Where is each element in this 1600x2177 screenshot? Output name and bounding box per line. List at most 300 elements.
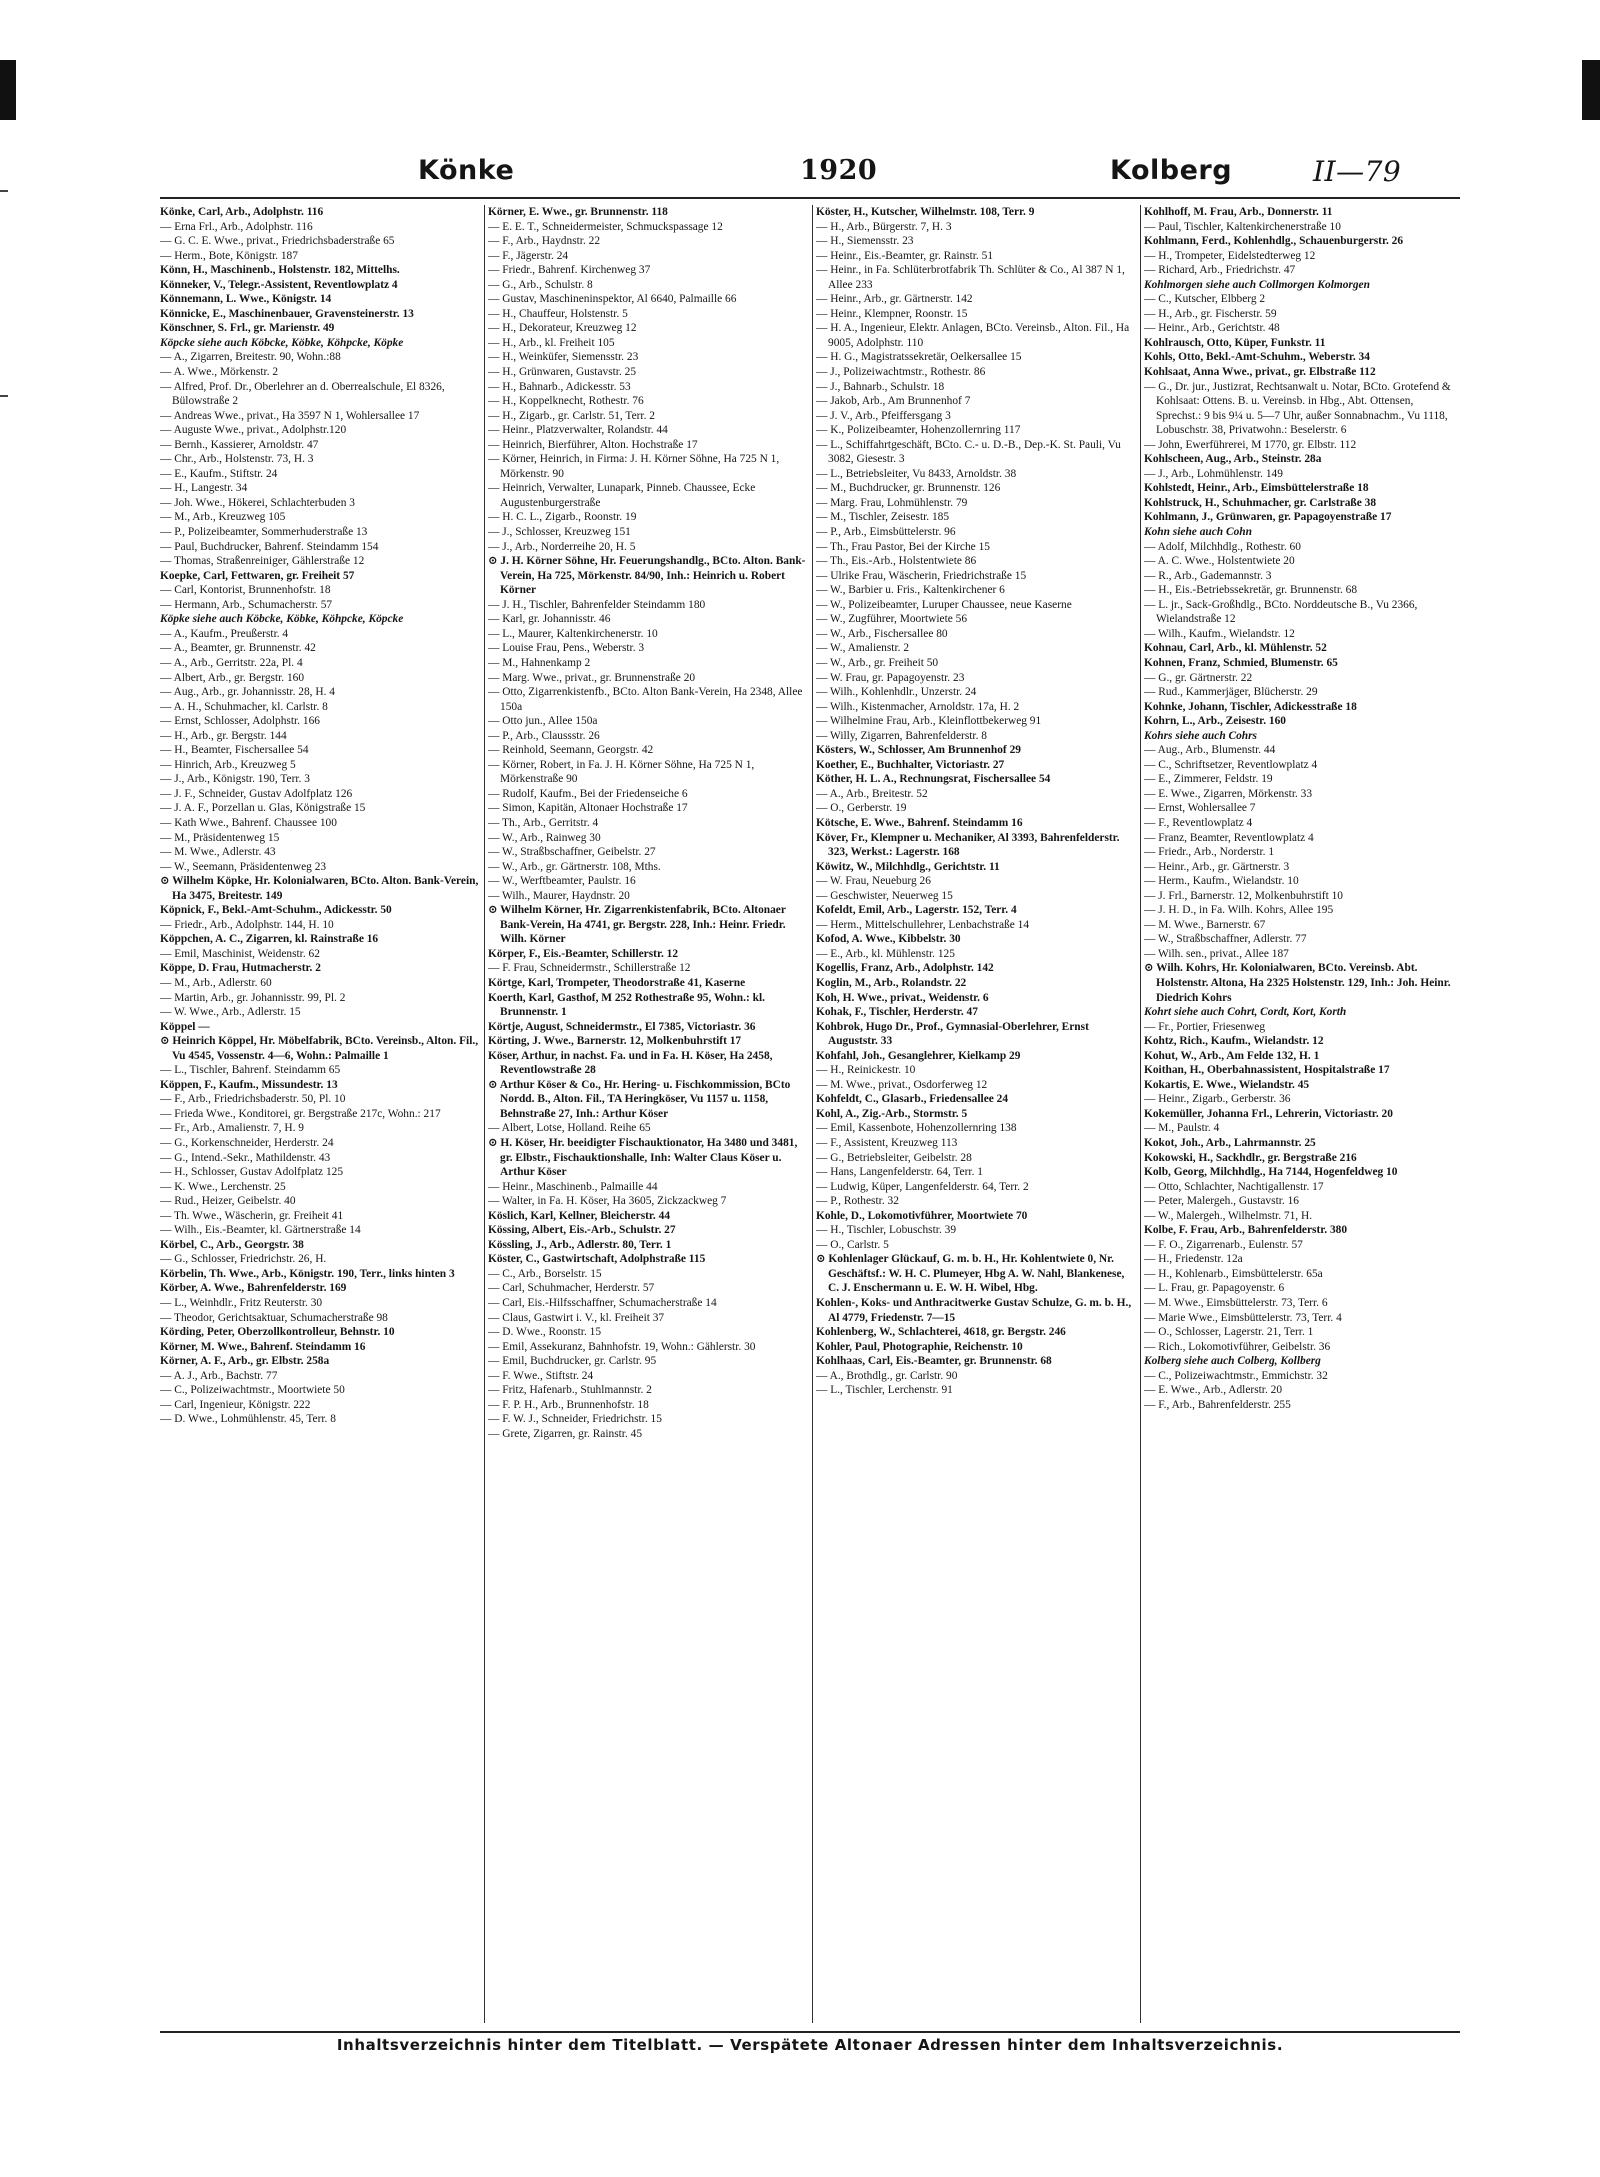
header-page-number: II—79 — [1313, 155, 1402, 188]
directory-entry: — Hermann, Arb., Schumacherstr. 57 — [160, 598, 333, 611]
header-rule — [160, 197, 1460, 199]
directory-entry: Kohrn, L., Arb., Zeisestr. 160 — [1144, 715, 1286, 728]
directory-entry: — A., Arb., Breitestr. 52 — [816, 787, 928, 800]
directory-entry: Körding, Peter, Oberzollkontrolleur, Behnstr. 10 — [160, 1326, 395, 1339]
directory-entry: — W., Polizeibeamter, Luruper Chaussee, neue Kaserne — [816, 598, 1072, 611]
directory-entry: — H., Langestr. 34 — [160, 482, 248, 495]
directory-entry: — Bernh., Kassierer, Arnoldstr. 47 — [160, 438, 319, 451]
directory-entry: Kogellis, Franz, Arb., Adolphstr. 142 — [816, 962, 994, 975]
directory-entry: — J., Schlosser, Kreuzweg 151 — [488, 526, 631, 539]
directory-entry: — Marg. Wwe., privat., gr. Brunnenstraße 20 — [488, 671, 696, 684]
directory-column-2 — [488, 205, 808, 2023]
scan-edge-tick — [0, 190, 8, 192]
directory-entry: — Carl, Eis.-Hilfsschaffner, Schumacherstraße 14 — [488, 1297, 717, 1310]
directory-entry: Kohak, F., Tischler, Herderstr. 47 — [816, 1006, 978, 1019]
directory-entry: Köther, H. L. A., Rechnungsrat, Fischersallee 54 — [816, 773, 1051, 786]
directory-entry: Kohlen-, Koks- und Anthracitwerke Gustav Schulze, G. m. b. H., Al 4779, Friedenstr. 7—15 — [816, 1297, 1132, 1324]
directory-entry: — Wilh., Kaufm., Wielandstr. 12 — [1144, 627, 1295, 640]
directory-entry: Kokot, Joh., Arb., Lahrmannstr. 25 — [1144, 1137, 1316, 1149]
directory-entry: — Theodor, Gerichtsaktuar, Schumacherstraße 98 — [160, 1311, 388, 1324]
directory-entry: Köwitz, W., Milchhdlg., Gerichtstr. 11 — [816, 860, 1000, 873]
directory-entry: — E., Arb., kl. Mühlenstr. 125 — [816, 947, 955, 960]
directory-entry: — W. Frau, gr. Papagoyenstr. 23 — [816, 671, 965, 684]
directory-entry: — Reinhold, Seemann, Georgstr. 42 — [488, 744, 654, 757]
directory-entry: Kohnke, Johann, Tischler, Adickesstraße 18 — [1144, 700, 1357, 713]
directory-entry: Körting, J. Wwe., Barnerstr. 12, Molkenbuhrstift 17 — [488, 1035, 742, 1048]
directory-entry: — Auguste Wwe., privat., Adolphstr.120 — [160, 424, 347, 437]
directory-entry: Kohls, Otto, Bekl.-Amt-Schuhm., Weberstr. 34 — [1144, 351, 1370, 364]
directory-entry: Körner, E. Wwe., gr. Brunnenstr. 118 — [488, 206, 668, 218]
directory-entry: — W., Arb., Fischersallee 80 — [816, 627, 948, 640]
column-divider — [484, 205, 485, 2023]
directory-entry: — A. Wwe., Mörkenstr. 2 — [160, 366, 279, 379]
directory-entry: — H., Weinküfer, Siemensstr. 23 — [488, 351, 639, 364]
directory-entry: — J. A. F., Porzellan u. Glas, Königstraße 15 — [160, 802, 366, 815]
directory-entry: — Rich., Lokomotivführer, Geibelstr. 36 — [1144, 1340, 1331, 1353]
directory-entry: Körber, A. Wwe., Bahrenfelderstr. 169 — [160, 1282, 347, 1295]
directory-entry: — P., Polizeibeamter, Sommerhuderstraße 13 — [160, 526, 368, 539]
directory-entry: — A. C. Wwe., Holstentwiete 20 — [1144, 555, 1295, 568]
directory-entry: — H., Kohlenarb., Eimsbüttelerstr. 65a — [1144, 1267, 1323, 1280]
directory-entry: — Karl, gr. Johannisstr. 46 — [488, 613, 611, 626]
directory-entry: — G., Intend.-Sekr., Mathildenstr. 43 — [160, 1151, 331, 1164]
directory-entry: — Chr., Arb., Holstenstr. 73, H. 3 — [160, 453, 314, 466]
directory-entry: Kokemüller, Johanna Frl., Lehrerin, Victoriastr. 20 — [1144, 1107, 1393, 1120]
column-divider — [812, 205, 813, 2023]
directory-entry: — G., Betriebsleiter, Geibelstr. 28 — [816, 1151, 972, 1164]
directory-entry: — A., Beamter, gr. Brunnenstr. 42 — [160, 642, 316, 655]
directory-entry: — H., Chauffeur, Holstenstr. 5 — [488, 307, 628, 320]
directory-entry: — Albert, Lotse, Holland. Reihe 65 — [488, 1122, 651, 1135]
directory-entry: Köpcke siehe auch Köbcke, Köbke, Köhpcke, Köpke — [160, 336, 404, 349]
directory-entry: — Albert, Arb., gr. Bergstr. 160 — [160, 671, 305, 684]
directory-entry: — Th., Arb., Gerritstr. 4 — [488, 816, 599, 829]
directory-entry: — Ernst, Schlosser, Adolphstr. 166 — [160, 715, 320, 728]
directory-entry: — G., gr. Gärtnerstr. 22 — [1144, 671, 1253, 684]
directory-entry: — W., Zugführer, Moortwiete 56 — [816, 613, 968, 626]
directory-entry: — L. jr., Sack-Großhdlg., BCto. Norddeutsche B., Vu 2366, Wielandstraße 12 — [1144, 598, 1418, 626]
directory-entry: — Richard, Arb., Friedrichstr. 47 — [1144, 264, 1296, 277]
directory-entry: — H., Koppelknecht, Rothestr. 76 — [488, 395, 644, 408]
directory-column-1 — [160, 205, 480, 2023]
header-year: 1920 — [800, 155, 878, 186]
directory-entry: — W., Arb., gr. Gärtnerstr. 108, Mths. — [488, 860, 661, 873]
directory-entry: — Heinr., Maschinenb., Palmaille 44 — [488, 1180, 658, 1193]
directory-entry: — Herm., Bote, Königstr. 187 — [160, 249, 298, 262]
directory-entry: — K., Polizeibeamter, Hohenzollernring 117 — [816, 424, 1021, 437]
directory-entry: — Fr., Arb., Amalienstr. 7, H. 9 — [160, 1122, 304, 1135]
directory-entry: — Walter, in Fa. H. Köser, Ha 3605, Zickzackweg 7 — [488, 1195, 727, 1208]
directory-entry: — John, Ewerführerei, M 1770, gr. Elbstr. 112 — [1144, 438, 1357, 451]
directory-entry: Köpnick, F., Bekl.-Amt-Schuhm., Adickesstr. 50 — [160, 904, 392, 917]
directory-entry: Kohut, W., Arb., Am Felde 132, H. 1 — [1144, 1049, 1320, 1062]
directory-entry: — W., Barbier u. Fris., Kaltenkirchener 6 — [816, 584, 1005, 597]
directory-entry: — F., Arb., Bahrenfelderstr. 255 — [1144, 1398, 1291, 1411]
directory-entry: — J. F., Schneider, Gustav Adolfplatz 126 — [160, 787, 353, 800]
directory-entry: Kolbe, F. Frau, Arb., Bahrenfelderstr. 380 — [1144, 1224, 1348, 1237]
directory-entry: — D. Wwe., Lohmühlenstr. 45, Terr. 8 — [160, 1413, 336, 1426]
directory-entry: — Wilh., Maurer, Haydnstr. 20 — [488, 889, 630, 902]
directory-entry: — Rud., Kammerjäger, Blücherstr. 29 — [1144, 686, 1318, 699]
header-first-entry: Könke — [418, 155, 515, 186]
directory-entry: — W. Wwe., Arb., Adlerstr. 15 — [160, 1006, 301, 1019]
directory-entry: Kohlenberg, W., Schlachterei, 4618, gr. Bergstr. 246 — [816, 1326, 1066, 1339]
directory-entry: — E. Wwe., Arb., Adlerstr. 20 — [1144, 1384, 1283, 1397]
directory-entry: — G., Korkenschneider, Herderstr. 24 — [160, 1137, 334, 1149]
directory-entry: — W., Seemann, Präsidentenweg 23 — [160, 860, 327, 873]
directory-entry: Kokartis, E. Wwe., Wielandstr. 45 — [1144, 1078, 1310, 1091]
directory-entry: Köppe, D. Frau, Hutmacherstr. 2 — [160, 962, 321, 975]
directory-entry: — Louise Frau, Pens., Weberstr. 3 — [488, 642, 645, 655]
directory-entry: Köster, C., Gastwirtschaft, Adolphstraße 115 — [488, 1253, 706, 1266]
directory-entry: Kohrs siehe auch Cohrs — [1144, 729, 1257, 742]
directory-entry: Könnicke, E., Maschinenbauer, Gravensteinerstr. 13 — [160, 307, 414, 320]
directory-entry: ⊙ Wilhelm Körner, Hr. Zigarrenkistenfabrik, BCto. Altonaer Bank-Verein, Ha 4741, gr. Bergstr. 228, Inh.: Heinr. Friedr. Wilh. Körner — [488, 904, 786, 946]
directory-entry: — W. Frau, Neueburg 26 — [816, 875, 931, 888]
directory-entry: Kohler, Paul, Photographie, Reichenstr. 10 — [816, 1340, 1023, 1353]
directory-entry: — A., Zigarren, Breitestr. 90, Wohn.:88 — [160, 351, 341, 364]
directory-entry: — O., Carlstr. 5 — [816, 1238, 889, 1251]
directory-entry: Kohn siehe auch Cohn — [1144, 526, 1252, 539]
directory-entry: — Heinr., Arb., gr. Gärtnerstr. 3 — [1144, 860, 1290, 873]
directory-entry: Kohlstruck, H., Schuhmacher, gr. Carlstraße 38 — [1144, 496, 1377, 509]
directory-entry: — G., Arb., Schulstr. 8 — [488, 278, 593, 291]
directory-entry: Kössing, Albert, Eis.-Arb., Schulstr. 27 — [488, 1224, 676, 1237]
directory-entry: — Friedr., Arb., Adolphstr. 144, H. 10 — [160, 918, 334, 931]
directory-entry: Kolb, Georg, Milchhdlg., Ha 7144, Hogenfeldweg 10 — [1144, 1166, 1398, 1179]
directory-entry: — Fr., Portier, Friesenweg — [1144, 1020, 1266, 1033]
directory-entry: — H., Eis.-Betriebssekretär, gr. Brunnenstr. 68 — [1144, 584, 1358, 597]
directory-entry: — Martin, Arb., gr. Johannisstr. 99, Pl. 2 — [160, 991, 346, 1004]
directory-entry: — J., Arb., Lohmühlenstr. 149 — [1144, 467, 1283, 480]
directory-entry: Kohlmann, Ferd., Kohlenhdlg., Schauenburgerstr. 26 — [1144, 235, 1404, 248]
directory-entry: — W., Arb., Rainweg 30 — [488, 831, 601, 844]
directory-entry: — W., Werftbeamter, Paulstr. 16 — [488, 875, 636, 888]
directory-entry: Könnemann, L. Wwe., Königstr. 14 — [160, 293, 332, 306]
directory-entry: — F., Assistent, Kreuzweg 113 — [816, 1137, 958, 1149]
directory-entry: — Fritz, Hafenarb., Stuhlmannstr. 2 — [488, 1384, 652, 1397]
directory-entry: Körner, M. Wwe., Bahrenf. Steindamm 16 — [160, 1340, 366, 1353]
directory-entry: Körtge, Karl, Trompeter, Theodorstraße 41, Kaserne — [488, 976, 746, 989]
directory-entry: — Wilhelmine Frau, Arb., Kleinflottbekerweg 91 — [816, 715, 1042, 728]
directory-entry: — Carl, Kontorist, Brunnenhofstr. 18 — [160, 584, 331, 597]
scan-edge-mark-right — [1582, 60, 1600, 120]
directory-entry: Könke, Carl, Arb., Adolphstr. 116 — [160, 206, 324, 218]
directory-entry: — F. W. J., Schneider, Friedrichstr. 15 — [488, 1413, 662, 1426]
directory-entry: — P., Arb., Claussstr. 26 — [488, 729, 600, 742]
directory-entry: — H., Zigarb., gr. Carlstr. 51, Terr. 2 — [488, 409, 655, 422]
directory-entry: Kokowski, H., Sackhdlr., gr. Bergstraße 216 — [1144, 1151, 1357, 1164]
directory-entry: Köppen, F., Kaufm., Missundestr. 13 — [160, 1078, 338, 1091]
directory-entry: Köster, H., Kutscher, Wilhelmstr. 108, Terr. 9 — [816, 206, 1035, 218]
directory-entry: ⊙ Heinrich Köppel, Hr. Möbelfabrik, BCto. Vereinsb., Alton. Fil., Vu 4545, Vossenstr. 4—6, Wohn.: Palmaille 1 — [160, 1035, 479, 1062]
directory-entry: — Heinr., Arb., gr. Gärtnerstr. 142 — [816, 293, 973, 306]
directory-entry: — M., Arb., Kreuzweg 105 — [160, 511, 286, 524]
directory-entry: — H., Trompeter, Eidelstedterweg 12 — [1144, 249, 1316, 262]
directory-entry: — M., Buchdrucker, gr. Brunnenstr. 126 — [816, 482, 1001, 495]
directory-entry: Kohbrok, Hugo Dr., Prof., Gymnasial-Oberlehrer, Ernst Auguststr. 33 — [816, 1020, 1089, 1048]
directory-entry: — O., Schlosser, Lagerstr. 21, Terr. 1 — [1144, 1326, 1314, 1339]
directory-entry: — Heinr., Platzverwalter, Rolandstr. 44 — [488, 424, 668, 437]
directory-entry: Kohle, D., Lokomotivführer, Moortwiete 70 — [816, 1209, 1028, 1222]
directory-entry: Kohnau, Carl, Arb., kl. Mühlenstr. 52 — [1144, 642, 1327, 655]
directory-entry: — F. Wwe., Stiftstr. 24 — [488, 1369, 594, 1382]
directory-entry: Kötsche, E. Wwe., Bahrenf. Steindamm 16 — [816, 816, 1023, 829]
directory-entry: — F. P. H., Arb., Brunnenhofstr. 18 — [488, 1398, 649, 1411]
directory-entry: — Th. Wwe., Wäscherin, gr. Freiheit 41 — [160, 1209, 344, 1222]
header-last-entry: Kolberg — [1110, 155, 1233, 186]
directory-entry: — G., Schlosser, Friedrichstr. 26, H. — [160, 1253, 327, 1266]
directory-entry: — Ludwig, Küper, Langenfelderstr. 64, Terr. 2 — [816, 1180, 1029, 1193]
directory-entry: — L., Tischler, Lerchenstr. 91 — [816, 1384, 953, 1397]
directory-entry: — O., Gerberstr. 19 — [816, 802, 907, 815]
directory-entry: — Marie Wwe., Eimsbüttelerstr. 73, Terr. 4 — [1144, 1311, 1342, 1324]
directory-entry: Körbel, C., Arb., Georgstr. 38 — [160, 1238, 304, 1251]
directory-entry: — Heinrich, Bierführer, Alton. Hochstraße 17 — [488, 438, 698, 451]
directory-entry: — M. Wwe., Adlerstr. 43 — [160, 846, 276, 859]
directory-entry: — M. Wwe., Barnerstr. 67 — [1144, 918, 1266, 931]
directory-entry: — H., Friedenstr. 12a — [1144, 1253, 1243, 1266]
directory-entry: — Herm., Kaufm., Wielandstr. 10 — [1144, 875, 1299, 888]
directory-entry: — J. H., Tischler, Bahrenfelder Steindamm 180 — [488, 598, 706, 611]
directory-entry: ⊙ J. H. Körner Söhne, Hr. Feuerungshandlg., BCto. Alton. Bank-Verein, Ha 725, Mörkenstr. 84/90, Inh.: Heinrich u. Robert Körner — [488, 555, 806, 597]
directory-entry: — E. E. T., Schneidermeister, Schmuckspassage 12 — [488, 220, 723, 233]
directory-entry: — J. Frl., Barnerstr. 12, Molkenbuhrstift 10 — [1144, 889, 1344, 902]
directory-entry: — Heinr., Klempner, Roonstr. 15 — [816, 307, 968, 320]
directory-entry: — K. Wwe., Lerchenstr. 25 — [160, 1180, 286, 1193]
directory-entry: — A., Brothdlg., gr. Carlstr. 90 — [816, 1369, 958, 1382]
directory-entry: — E. Wwe., Zigarren, Mörkenstr. 33 — [1144, 787, 1313, 800]
directory-entry: — L., Maurer, Kaltenkirchenerstr. 10 — [488, 627, 658, 640]
directory-entry: — A. H., Schuhmacher, kl. Carlstr. 8 — [160, 700, 328, 713]
directory-entry: — Frieda Wwe., Konditorei, gr. Bergstraße 217c, Wohn.: 217 — [160, 1107, 441, 1120]
directory-entry: Könschner, S. Frl., gr. Marienstr. 49 — [160, 322, 335, 335]
directory-entry: — Geschwister, Neuerweg 15 — [816, 889, 953, 902]
directory-entry: — H., Beamter, Fischersallee 54 — [160, 744, 309, 757]
directory-entry: — J., Arb., Königstr. 190, Terr. 3 — [160, 773, 310, 786]
directory-entry: Koh, H. Wwe., privat., Weidenstr. 6 — [816, 991, 989, 1004]
directory-entry: — C., Polizeiwachtmstr., Moortwiete 50 — [160, 1384, 345, 1397]
directory-entry: — Simon, Kapitän, Altonaer Hochstraße 17 — [488, 802, 688, 815]
directory-entry: — W., Malergeh., Wilhelmstr. 71, H. — [1144, 1209, 1313, 1222]
directory-entry: ⊙ Wilhelm Köpke, Hr. Kolonialwaren, BCto. Alton. Bank-Verein, Ha 3475, Breitestr. 149 — [160, 875, 479, 902]
directory-entry: — Herm., Mittelschullehrer, Lenbachstraße 14 — [816, 918, 1030, 931]
directory-entry: — Wilh., Kistenmacher, Arnoldstr. 17a, H. 2 — [816, 700, 1020, 713]
directory-entry: Köppchen, A. C., Zigarren, kl. Rainstraße 16 — [160, 933, 379, 946]
directory-entry: — C., Schriftsetzer, Reventlowplatz 4 — [1144, 758, 1318, 771]
directory-entry: — Heinr., Eis.-Beamter, gr. Rainstr. 51 — [816, 249, 994, 262]
directory-entry: Kohlmorgen siehe auch Collmorgen Kolmorgen — [1144, 278, 1370, 291]
directory-entry: — F., Arb., Friedrichsbaderstr. 50, Pl. 10 — [160, 1093, 346, 1106]
directory-entry: — M., Arb., Adlerstr. 60 — [160, 976, 272, 989]
directory-entry: Könneker, V., Telegr.-Assistent, Reventlowplatz 4 — [160, 278, 398, 291]
directory-entry: — C., Polizeiwachtmstr., Emmichstr. 32 — [1144, 1369, 1328, 1382]
directory-entry: — Emil, Kassenbote, Hohenzollernring 138 — [816, 1122, 1017, 1135]
directory-entry: — H. A., Ingenieur, Elektr. Anlagen, BCto. Vereinsb., Alton. Fil., Ha 9005, Adolphstr. 110 — [816, 322, 1130, 349]
directory-entry: — Grete, Zigarren, gr. Rainstr. 45 — [488, 1427, 643, 1440]
directory-entry: Kohlsaat, Anna Wwe., privat., gr. Elbstraße 112 — [1144, 366, 1376, 379]
directory-entry: — Wilh. sen., privat., Allee 187 — [1144, 947, 1289, 960]
directory-entry: — H., Arb., gr. Fischerstr. 59 — [1144, 307, 1277, 320]
directory-entry: — Heinrich, Verwalter, Lunapark, Pinneb. Chaussee, Ecke Augustenburgerstraße — [488, 482, 756, 509]
directory-entry: — Willy, Zigarren, Bahrenfelderstr. 8 — [816, 729, 987, 742]
directory-entry: — A., Kaufm., Preußerstr. 4 — [160, 627, 289, 640]
directory-entry: Koglin, M., Arb., Rolandstr. 22 — [816, 976, 967, 989]
directory-entry: — Paul, Buchdrucker, Bahrenf. Steindamm 154 — [160, 540, 379, 553]
directory-entry: — Marg. Frau, Lohmühlenstr. 79 — [816, 496, 968, 509]
directory-entry: Körper, F., Eis.-Beamter, Schillerstr. 12 — [488, 947, 679, 960]
directory-entry: — Alfred, Prof. Dr., Oberlehrer an d. Oberrealschule, El 8326, Bülowstraße 2 — [160, 380, 445, 408]
directory-entry: — G., Dr. jur., Justizrat, Rechtsanwalt u. Notar, BCto. Grotefend & Kohlsaat: Ottens. B. u. Vereinsb. in Hbg., Abt. Ottensen, Sprechst.: 9 bis 9¼ u. 5—7 Uhr, außer Sonnabnachm., Vu 1118, Lobuschstr. 38, Privatwohn.: Beselerstr. 6 — [1144, 380, 1451, 437]
directory-entry: — F. O., Zigarrenarb., Eulenstr. 57 — [1144, 1238, 1303, 1251]
directory-entry: Kofeldt, Emil, Arb., Lagerstr. 152, Terr. 4 — [816, 904, 1017, 917]
directory-column-4 — [1144, 205, 1460, 2023]
scan-edge-mark — [0, 60, 16, 120]
directory-entry: — Andreas Wwe., privat., Ha 3597 N 1, Wohlersallee 17 — [160, 409, 420, 422]
directory-entry: — M., Tischler, Zeisestr. 185 — [816, 511, 950, 524]
directory-entry: ⊙ Arthur Köser & Co., Hr. Hering- u. Fischkommission, BCto Nordd. B., Alton. Fil., TA Heringköser, Vu 1157 u. 1158, Behnstraße 27, Inh.: Arthur Köser — [488, 1078, 791, 1120]
directory-entry: — J., Arb., Norderreihe 20, H. 5 — [488, 540, 636, 553]
directory-entry: — F. Frau, Schneidermstr., Schillerstraße 12 — [488, 962, 691, 975]
directory-entry: — E., Zimmerer, Feldstr. 19 — [1144, 773, 1273, 786]
directory-entry: — Th., Eis.-Arb., Holstentwiete 86 — [816, 555, 977, 568]
directory-entry: — M., Präsidentenweg 15 — [160, 831, 280, 844]
directory-entry: Kohlhaas, Carl, Eis.-Beamter, gr. Brunnenstr. 68 — [816, 1355, 1052, 1368]
directory-entry: — Heinr., Zigarb., Gerberstr. 36 — [1144, 1093, 1291, 1106]
directory-entry: — Otto, Zigarrenkistenfb., BCto. Alton Bank-Verein, Ha 2348, Allee 150a — [488, 686, 803, 713]
directory-entry: — C., Arb., Borselstr. 15 — [488, 1267, 602, 1280]
directory-entry: Kohlmann, J., Grünwaren, gr. Papagoyenstraße 17 — [1144, 511, 1392, 524]
directory-entry: — C., Kutscher, Elbberg 2 — [1144, 293, 1266, 306]
directory-entry: — Gustav, Maschineninspektor, Al 6640, Palmaille 66 — [488, 293, 737, 306]
directory-entry: — Aug., Arb., Blumenstr. 44 — [1144, 744, 1276, 757]
directory-entry: — Claus, Gastwirt i. V., kl. Freiheit 37 — [488, 1311, 665, 1324]
directory-entry: — A. J., Arb., Bachstr. 77 — [160, 1369, 278, 1382]
directory-entry: — Körner, Robert, in Fa. J. H. Körner Söhne, Ha 725 N 1, Mörkenstraße 90 — [488, 758, 755, 786]
directory-entry: — Wilh., Eis.-Beamter, kl. Gärtnerstraße 14 — [160, 1224, 361, 1237]
directory-entry: Kohlhoff, M. Frau, Arb., Donnerstr. 11 — [1144, 206, 1333, 218]
directory-entry: — L., Tischler, Bahrenf. Steindamm 65 — [160, 1064, 341, 1077]
directory-entry: — R., Arb., Gademannstr. 3 — [1144, 569, 1272, 582]
directory-entry: — Friedr., Bahrenf. Kirchenweg 37 — [488, 264, 651, 277]
directory-entry: — Otto, Schlachter, Nachtigallenstr. 17 — [1144, 1180, 1324, 1193]
directory-entry: — H., Arb., kl. Freiheit 105 — [488, 336, 615, 349]
directory-entry: — Th., Frau Pastor, Bei der Kirche 15 — [816, 540, 990, 553]
directory-entry: — Joh. Wwe., Hökerei, Schlachterbuden 3 — [160, 496, 355, 509]
directory-entry: Köpke siehe auch Köbcke, Köbke, Köhpcke, Köpcke — [160, 613, 404, 626]
directory-entry: — H., Arb., gr. Bergstr. 144 — [160, 729, 287, 742]
directory-entry: — J. H. D., in Fa. Wilh. Kohrs, Allee 195 — [1144, 904, 1334, 917]
directory-entry: — M. Wwe., Eimsbüttelerstr. 73, Terr. 6 — [1144, 1297, 1328, 1310]
directory-entry: — Kath Wwe., Bahrenf. Chaussee 100 — [160, 816, 337, 829]
directory-entry: Kohrt siehe auch Cohrt, Cordt, Kort, Korth — [1144, 1006, 1347, 1019]
directory-entry: Koithan, H., Oberbahnassistent, Hospitalstraße 17 — [1144, 1064, 1390, 1077]
directory-entry: — J. V., Arb., Pfeiffersgang 3 — [816, 409, 951, 422]
column-divider — [1140, 205, 1141, 2023]
directory-entry: — H. C. L., Zigarb., Roonstr. 19 — [488, 511, 637, 524]
directory-columns — [160, 205, 1460, 2023]
directory-entry: — Adolf, Milchhdlg., Rothestr. 60 — [1144, 540, 1301, 553]
directory-entry: Köver, Fr., Klempner u. Mechaniker, Al 3393, Bahrenfelderstr. 323, Werkst.: Lagerstr. 168 — [816, 831, 1120, 859]
directory-entry: — W., Amalienstr. 2 — [816, 642, 910, 655]
directory-entry: Kofod, A. Wwe., Kibbelstr. 30 — [816, 933, 961, 946]
directory-entry: — A., Arb., Gerritstr. 22a, Pl. 4 — [160, 656, 303, 669]
directory-entry: Kohl, A., Zig.-Arb., Stormstr. 5 — [816, 1107, 968, 1120]
directory-entry: — H., Arb., Bürgerstr. 7, H. 3 — [816, 220, 952, 233]
directory-entry: Koether, E., Buchhalter, Victoriastr. 27 — [816, 758, 1005, 771]
directory-entry: Könn, H., Maschinenb., Holstenstr. 182, Mittelhs. — [160, 264, 400, 277]
directory-entry: — Emil, Buchdrucker, gr. Carlstr. 95 — [488, 1355, 657, 1368]
directory-entry: — Rud., Heizer, Geibelstr. 40 — [160, 1195, 296, 1208]
directory-page — [150, 70, 1530, 2120]
directory-entry: Köser, Arthur, in nachst. Fa. und in Fa. H. Köser, Ha 2458, Reventlowstraße 28 — [488, 1049, 773, 1077]
directory-entry: — Peter, Malergeh., Gustavstr. 16 — [1144, 1195, 1299, 1208]
directory-entry: Köslich, Karl, Kellner, Bleicherstr. 44 — [488, 1209, 671, 1222]
directory-entry: — L., Schiffahrtgeschäft, BCto. C.- u. D.-B., Dep.-K. St. Pauli, Vu 3082, Giesestr. 3 — [816, 438, 1121, 466]
directory-entry: ⊙ H. Köser, Hr. beeidigter Fischauktionator, Ha 3480 und 3481, gr. Elbstr., Fischauktionshalle, Inh: Walter Claus Köser u. Arthur Köser — [488, 1137, 798, 1179]
directory-entry: — H. G., Magistratssekretär, Oelkersallee 15 — [816, 351, 1022, 364]
directory-entry: Koepke, Carl, Fettwaren, gr. Freiheit 57 — [160, 569, 355, 582]
directory-entry: Kohlstedt, Heinr., Arb., Eimsbüttelerstraße 18 — [1144, 482, 1369, 495]
directory-entry: — W., Straßbschaffner, Adlerstr. 77 — [1144, 933, 1307, 946]
directory-entry: — Wilh., Kohlenhdlr., Unzerstr. 24 — [816, 686, 977, 699]
directory-entry: — Körner, Heinrich, in Firma: J. H. Körner Söhne, Ha 725 N 1, Mörkenstr. 90 — [488, 453, 780, 480]
directory-column-3 — [816, 205, 1136, 2023]
directory-entry: — L., Weinhdlr., Fritz Reuterstr. 30 — [160, 1297, 323, 1310]
directory-entry: — L. Frau, gr. Papagoyenstr. 6 — [1144, 1282, 1285, 1295]
directory-entry: Kohlscheen, Aug., Arb., Steinstr. 28a — [1144, 453, 1322, 466]
directory-entry: — M., Hahnenkamp 2 — [488, 656, 591, 669]
directory-entry: — F., Reventlowplatz 4 — [1144, 816, 1253, 829]
directory-entry: — Ulrike Frau, Wäscherin, Friedrichstraße 15 — [816, 569, 1027, 582]
directory-entry: — H., Dekorateur, Kreuzweg 12 — [488, 322, 637, 335]
directory-entry: — D. Wwe., Roonstr. 15 — [488, 1326, 602, 1339]
directory-entry: — P., Arb., Eimsbüttelerstr. 96 — [816, 526, 956, 539]
directory-entry: — Thomas, Straßenreiniger, Gählerstraße 12 — [160, 555, 365, 568]
directory-entry: Körtje, August, Schneidermstr., El 7385, Victoriastr. 36 — [488, 1020, 756, 1033]
directory-entry: — Carl, Schuhmacher, Herderstr. 57 — [488, 1282, 655, 1295]
directory-entry: — Hans, Langenfelderstr. 64, Terr. 1 — [816, 1166, 983, 1179]
directory-entry: — Carl, Ingenieur, Königstr. 222 — [160, 1398, 311, 1411]
directory-entry: — M. Wwe., privat., Osdorferweg 12 — [816, 1078, 988, 1091]
directory-entry: — Rudolf, Kaufm., Bei der Friedenseiche 6 — [488, 787, 688, 800]
directory-entry: — H., Siemensstr. 23 — [816, 235, 914, 248]
directory-entry: — Ernst, Wohlersallee 7 — [1144, 802, 1256, 815]
directory-entry: — H., Bahnarb., Adickesstr. 53 — [488, 380, 631, 393]
directory-entry: Kolberg siehe auch Colberg, Kollberg — [1144, 1355, 1321, 1368]
directory-entry: — L., Betriebsleiter, Vu 8433, Arnoldstr. 38 — [816, 467, 1017, 480]
directory-entry: Koerth, Karl, Gasthof, M 252 Rothestraße 95, Wohn.: kl. Brunnenstr. 1 — [488, 991, 765, 1019]
directory-entry: Körbelin, Th. Wwe., Arb., Königstr. 190, Terr., links hinten 3 — [160, 1267, 455, 1280]
directory-entry: Kohnen, Franz, Schmied, Blumenstr. 65 — [1144, 656, 1338, 669]
directory-entry: — Otto jun., Allee 150a — [488, 715, 598, 728]
directory-entry: — J., Polizeiwachtmstr., Rothestr. 86 — [816, 366, 986, 379]
scan-edge-tick — [0, 395, 8, 397]
directory-entry: — G. C. E. Wwe., privat., Friedrichsbaderstraße 65 — [160, 235, 395, 248]
directory-entry: — Paul, Tischler, Kaltenkirchenerstraße 10 — [1144, 220, 1341, 233]
directory-entry: Körner, A. F., Arb., gr. Elbstr. 258a — [160, 1355, 330, 1368]
directory-entry: — H., Reinickestr. 10 — [816, 1064, 916, 1077]
directory-entry: — J., Bahnarb., Schulstr. 18 — [816, 380, 945, 393]
directory-entry: Köppel — — [160, 1020, 210, 1033]
footer-rule — [160, 2031, 1460, 2033]
footer-note: Inhaltsverzeichnis hinter dem Titelblatt. — Verspätete Altonaer Adressen hinter dem Inhaltsverzeichnis. — [336, 2036, 1284, 2054]
directory-entry: Kohfeldt, C., Glasarb., Friedensallee 24 — [816, 1093, 1009, 1106]
directory-entry: — Emil, Assekuranz, Bahnhofstr. 19, Wohn.: Gählerstr. 30 — [488, 1340, 756, 1353]
directory-entry: — Aug., Arb., gr. Johannisstr. 28, H. 4 — [160, 686, 335, 699]
directory-entry: ⊙ Kohlenlager Glückauf, G. m. b. H., Hr. Kohlentwiete 0, Nr. Geschäftsf.: W. H. C. Plumeyer, Hbg A. W. Nahl, Blankenese, C. J. Enschermann u. E. W. H. Wibel, Hbg. — [816, 1253, 1125, 1295]
directory-entry: — P., Rothestr. 32 — [816, 1195, 899, 1208]
